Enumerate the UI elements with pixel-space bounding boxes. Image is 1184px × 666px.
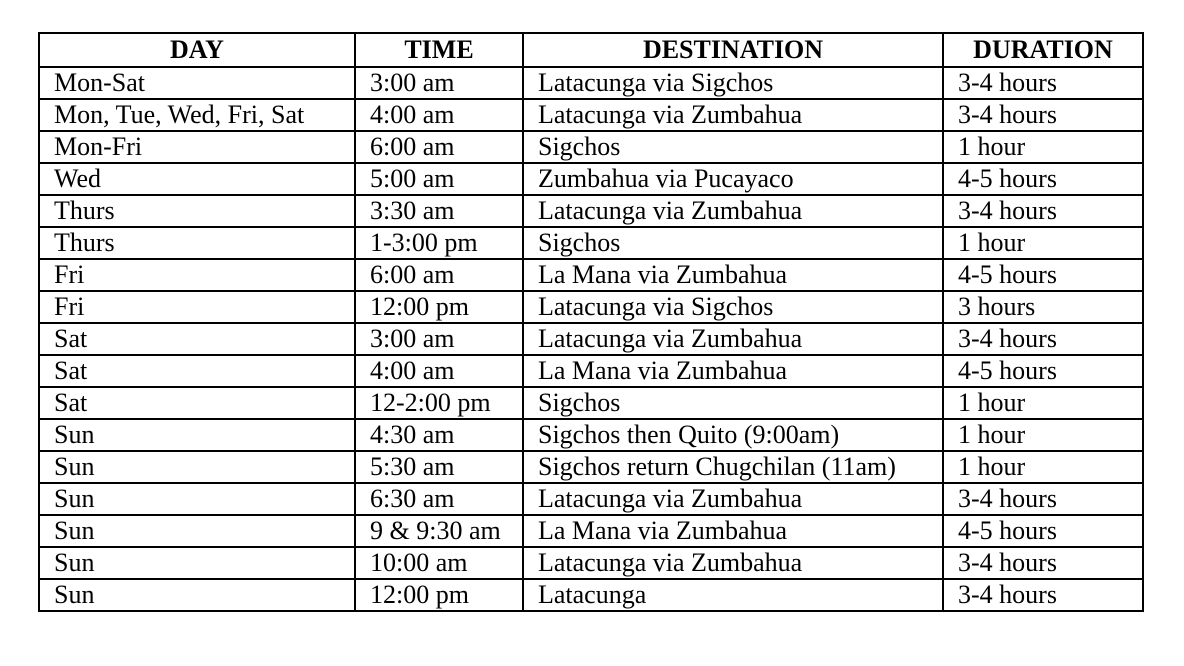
time-cell: 1-3:00 pm	[355, 227, 523, 259]
destination-cell: Sigchos return Chugchilan (11am)	[523, 451, 943, 483]
time-cell: 4:00 am	[355, 355, 523, 387]
day-cell: Sun	[39, 579, 355, 611]
destination-cell: Latacunga via Sigchos	[523, 67, 943, 99]
duration-cell: 3-4 hours	[943, 99, 1143, 131]
day-cell: Thurs	[39, 195, 355, 227]
destination-cell: Latacunga via Sigchos	[523, 291, 943, 323]
table-row	[39, 195, 1143, 227]
duration-cell: 4-5 hours	[943, 163, 1143, 195]
column-header-destination: DESTINATION	[523, 33, 943, 67]
day-cell: Sat	[39, 323, 355, 355]
table-row	[39, 163, 1143, 195]
day-cell: Fri	[39, 259, 355, 291]
duration-cell: 4-5 hours	[943, 355, 1143, 387]
time-cell: 4:30 am	[355, 419, 523, 451]
destination-cell: Sigchos then Quito (9:00am)	[523, 419, 943, 451]
duration-cell: 4-5 hours	[943, 259, 1143, 291]
time-cell: 3:00 am	[355, 67, 523, 99]
table-row	[39, 67, 1143, 99]
column-header-duration: DURATION	[943, 33, 1143, 67]
table-row	[39, 323, 1143, 355]
time-cell: 3:30 am	[355, 195, 523, 227]
duration-cell: 4-5 hours	[943, 515, 1143, 547]
day-cell: Sun	[39, 515, 355, 547]
destination-cell: La Mana via Zumbahua	[523, 355, 943, 387]
duration-cell: 3 hours	[943, 291, 1143, 323]
destination-cell: Latacunga via Zumbahua	[523, 99, 943, 131]
duration-cell: 3-4 hours	[943, 579, 1143, 611]
day-cell: Thurs	[39, 227, 355, 259]
table-row	[39, 579, 1143, 611]
day-cell: Mon-Sat	[39, 67, 355, 99]
time-cell: 5:30 am	[355, 451, 523, 483]
table-header-row	[39, 33, 1143, 67]
table-row	[39, 227, 1143, 259]
duration-cell: 3-4 hours	[943, 67, 1143, 99]
duration-cell: 3-4 hours	[943, 195, 1143, 227]
table-row	[39, 483, 1143, 515]
destination-cell: La Mana via Zumbahua	[523, 259, 943, 291]
day-cell: Sun	[39, 451, 355, 483]
duration-cell: 1 hour	[943, 387, 1143, 419]
time-cell: 5:00 am	[355, 163, 523, 195]
destination-cell: Zumbahua via Pucayaco	[523, 163, 943, 195]
day-cell: Sun	[39, 547, 355, 579]
table-row	[39, 515, 1143, 547]
table-row	[39, 355, 1143, 387]
table-row	[39, 259, 1143, 291]
duration-cell: 1 hour	[943, 227, 1143, 259]
time-cell: 10:00 am	[355, 547, 523, 579]
column-header-time: TIME	[355, 33, 523, 67]
column-header-day: DAY	[39, 33, 355, 67]
duration-cell: 1 hour	[943, 131, 1143, 163]
table-row	[39, 387, 1143, 419]
table-row	[39, 547, 1143, 579]
day-cell: Mon-Fri	[39, 131, 355, 163]
duration-cell: 1 hour	[943, 451, 1143, 483]
destination-cell: Sigchos	[523, 131, 943, 163]
table-body	[39, 67, 1143, 611]
destination-cell: Latacunga via Zumbahua	[523, 323, 943, 355]
duration-cell: 3-4 hours	[943, 323, 1143, 355]
table-row	[39, 451, 1143, 483]
time-cell: 6:00 am	[355, 259, 523, 291]
destination-cell: Latacunga	[523, 579, 943, 611]
day-cell: Mon, Tue, Wed, Fri, Sat	[39, 99, 355, 131]
bus-schedule-table	[38, 32, 1144, 612]
duration-cell: 3-4 hours	[943, 547, 1143, 579]
day-cell: Fri	[39, 291, 355, 323]
time-cell: 3:00 am	[355, 323, 523, 355]
time-cell: 6:00 am	[355, 131, 523, 163]
duration-cell: 1 hour	[943, 419, 1143, 451]
day-cell: Sat	[39, 387, 355, 419]
destination-cell: Sigchos	[523, 227, 943, 259]
destination-cell: La Mana via Zumbahua	[523, 515, 943, 547]
destination-cell: Latacunga via Zumbahua	[523, 547, 943, 579]
destination-cell: Latacunga via Zumbahua	[523, 483, 943, 515]
duration-cell: 3-4 hours	[943, 483, 1143, 515]
day-cell: Sun	[39, 419, 355, 451]
time-cell: 4:00 am	[355, 99, 523, 131]
time-cell: 12:00 pm	[355, 579, 523, 611]
table-row	[39, 99, 1143, 131]
time-cell: 12:00 pm	[355, 291, 523, 323]
day-cell: Sat	[39, 355, 355, 387]
time-cell: 6:30 am	[355, 483, 523, 515]
time-cell: 12-2:00 pm	[355, 387, 523, 419]
table-row	[39, 419, 1143, 451]
time-cell: 9 & 9:30 am	[355, 515, 523, 547]
table-row	[39, 291, 1143, 323]
day-cell: Wed	[39, 163, 355, 195]
destination-cell: Sigchos	[523, 387, 943, 419]
day-cell: Sun	[39, 483, 355, 515]
table-row	[39, 131, 1143, 163]
destination-cell: Latacunga via Zumbahua	[523, 195, 943, 227]
